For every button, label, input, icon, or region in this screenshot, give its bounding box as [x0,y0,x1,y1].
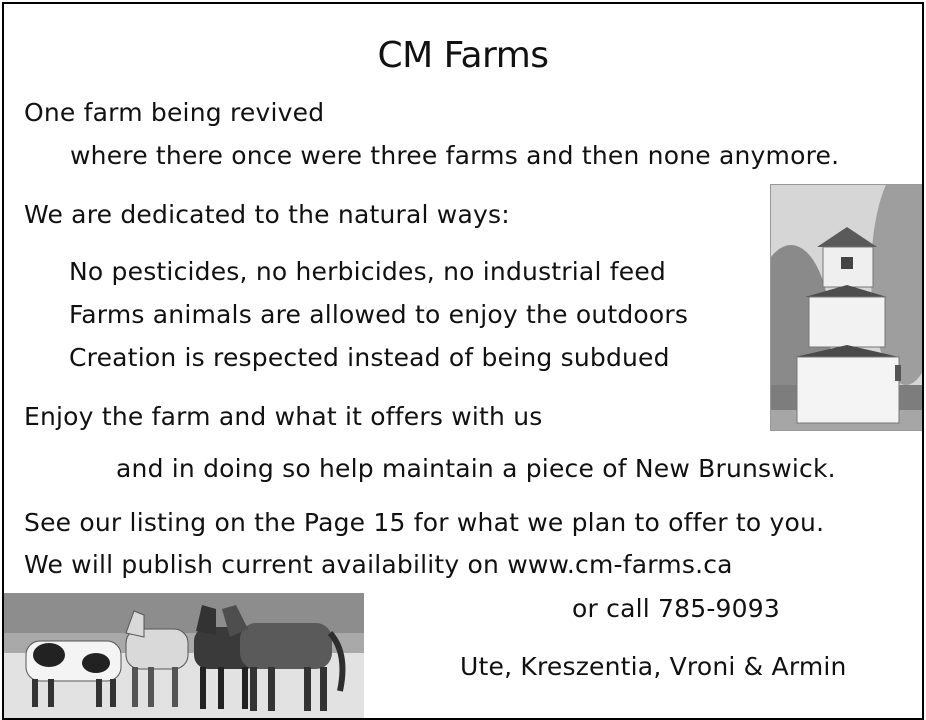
enjoy-line-2: and in doing so help maintain a piece of New Brunswick. [116,454,836,483]
phone-line: or call 785-9093 [572,594,780,623]
dedication-heading: We are dedicated to the natural ways: [24,200,510,229]
dedication-point: No pesticides, no herbicides, no industrial feed [69,257,666,286]
signature: Ute, Kreszentia, Vroni & Armin [460,652,847,681]
animals-photo [4,593,364,718]
listing-line-1: See our listing on the Page 15 for what we plan to offer to you. [24,508,825,537]
dedication-point: Creation is respected instead of being subdued [69,343,670,372]
enjoy-line-1: Enjoy the farm and what it offers with us [24,402,543,431]
barn-photo [770,184,924,431]
intro-line-1: One farm being revived [24,98,325,127]
listing-line-2: We will publish current availability on www.cm-farms.ca [24,550,733,579]
farm-advertisement [2,2,924,720]
page-title: CM Farms [377,35,549,76]
intro-line-2: where there once were three farms and then none anymore. [70,141,840,170]
dedication-point: Farms animals are allowed to enjoy the outdoors [69,300,689,329]
